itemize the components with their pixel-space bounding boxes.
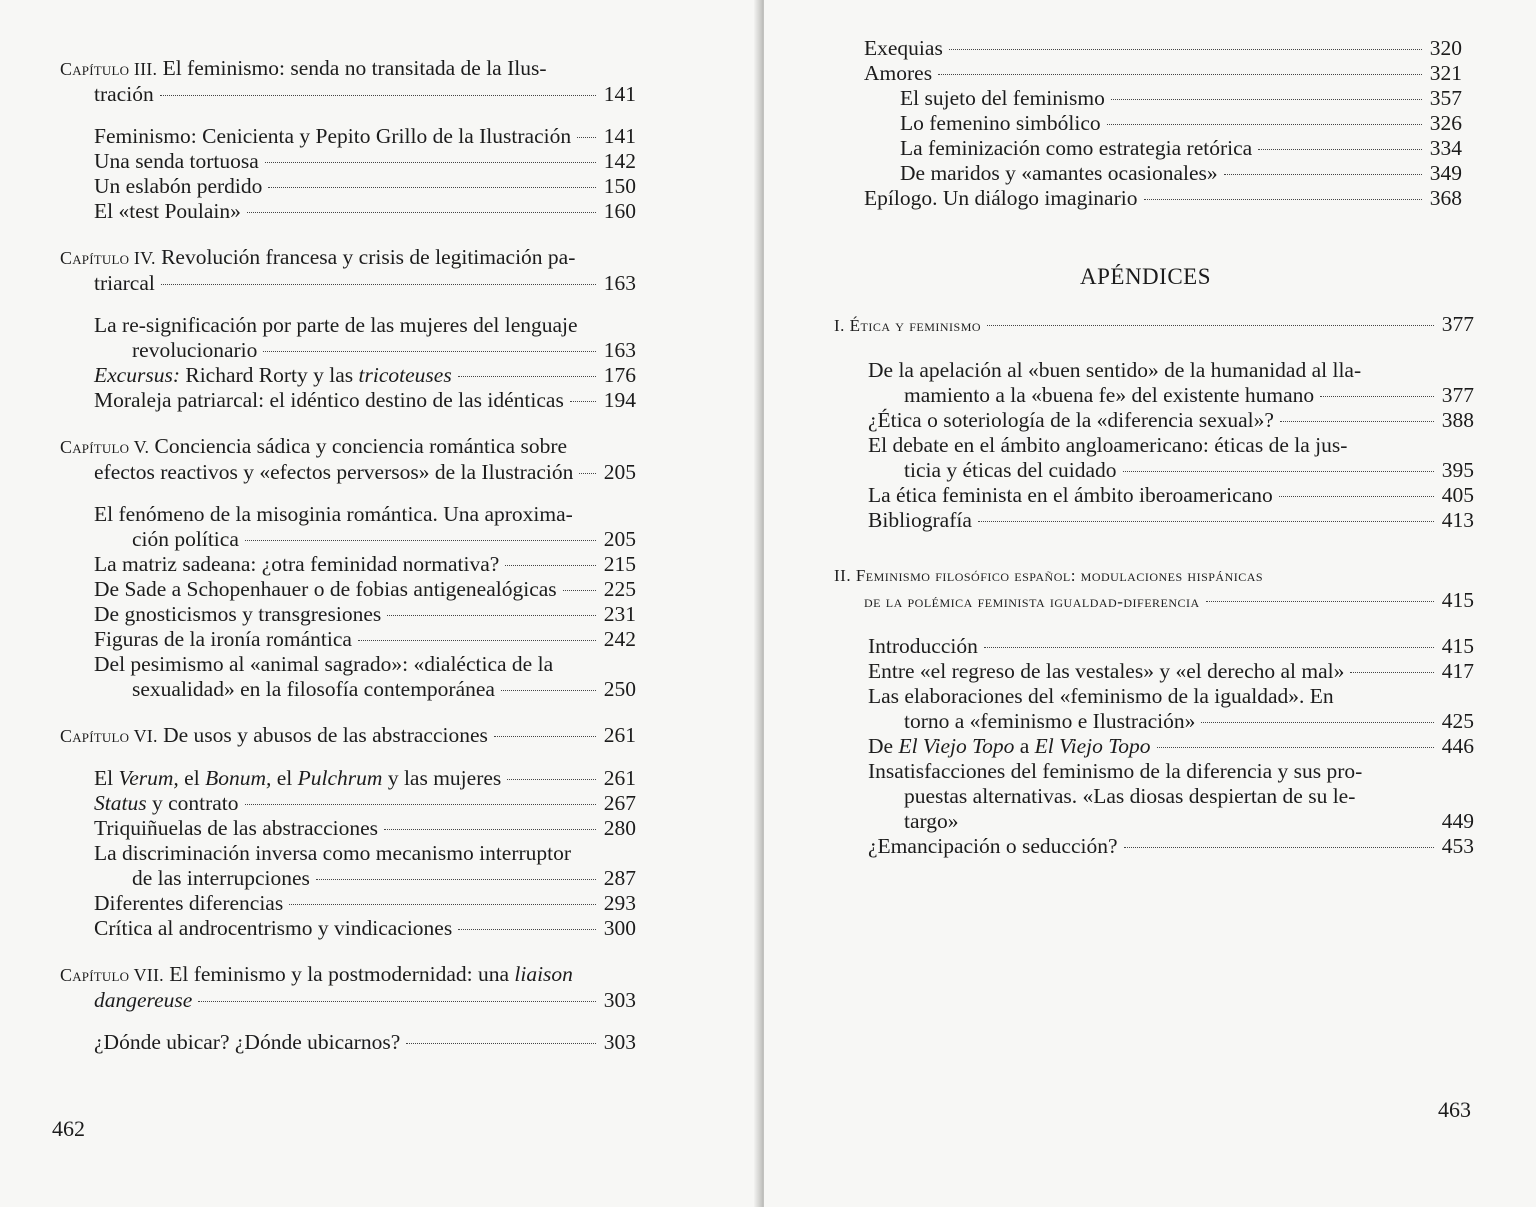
leader-dots (579, 473, 596, 474)
leader-dots (198, 1001, 596, 1002)
toc-entry[interactable]: La re-significación por parte de las mujeres del lenguaje (94, 313, 578, 337)
leader-dots (570, 401, 596, 402)
leader-dots (263, 351, 596, 352)
page-number: 462 (52, 1116, 85, 1141)
leader-dots (406, 1043, 596, 1044)
leader-dots (505, 565, 596, 566)
toc-chapter-7[interactable]: Capítulo VII. El feminismo y la postmodernidad: una liaison (60, 962, 573, 986)
leader-dots (978, 521, 1434, 522)
leader-dots (245, 540, 596, 541)
toc-entry[interactable]: Epílogo. Un diálogo imaginario 368 (864, 186, 1462, 210)
toc-entry-cont: revolucionario 163 (132, 338, 636, 362)
toc-entry[interactable]: Las elaboraciones del «feminismo de la igualdad». En (868, 684, 1334, 708)
toc-entry-cont: sexualidad» en la filosofía contemporánea 250 (132, 677, 636, 701)
toc-entry[interactable]: Entre «el regreso de las vestales» y «el derecho al mal» 417 (868, 659, 1474, 683)
toc-entry[interactable]: ¿Dónde ubicar? ¿Dónde ubicarnos? 303 (94, 1030, 636, 1054)
appendix-2-title[interactable]: II. Feminismo filosófico español: modulaciones hispánicas (834, 566, 1264, 585)
toc-chapter-5-cont: efectos reactivos y «efectos perversos» de la Ilustración 205 (94, 460, 636, 484)
toc-entry[interactable]: Lo femenino simbólico 326 (900, 111, 1462, 135)
leader-dots (1157, 747, 1435, 748)
leader-dots (1350, 672, 1434, 673)
toc-entry[interactable]: ¿Emancipación o seducción? 453 (868, 834, 1474, 858)
toc-entry[interactable]: Feminismo: Cenicienta y Pepito Grillo de la Ilustración 141 (94, 124, 636, 148)
leader-dots (494, 736, 596, 737)
toc-entry-cont: mamiento a la «buena fe» del existente humano 377 (904, 383, 1474, 407)
leader-dots (949, 49, 1422, 50)
toc-entry[interactable]: La feminización como estrategia retórica 334 (900, 136, 1462, 160)
toc-entry[interactable]: Un eslabón perdido 150 (94, 174, 636, 198)
toc-entry[interactable]: De Sade a Schopenhauer o de fobias antigenealógicas 225 (94, 577, 636, 601)
leader-dots (1111, 99, 1422, 100)
toc-entry[interactable]: El fenómeno de la misoginia romántica. Una aproxima- (94, 502, 573, 526)
toc-entry-cont: ción política 205 (132, 527, 636, 551)
toc-entry[interactable]: La ética feminista en el ámbito iberoamericano 405 (868, 483, 1474, 507)
leader-dots (1279, 496, 1434, 497)
toc-entry-cont: torno a «feminismo e Ilustración» 425 (904, 709, 1474, 733)
toc-chapter-4[interactable]: Capítulo IV. Revolución francesa y crisis de legitimación pa- (60, 245, 576, 269)
leader-dots (1258, 149, 1422, 150)
toc-entry[interactable]: ¿Ética o soteriología de la «diferencia sexual»? 388 (868, 408, 1474, 432)
toc-chapter-3[interactable]: Capítulo III. El feminismo: senda no transitada de la Ilus- (60, 56, 547, 80)
leader-dots (1124, 847, 1434, 848)
toc-entry[interactable]: Del pesimismo al «animal sagrado»: «dialéctica de la (94, 652, 554, 676)
leader-dots (984, 647, 1434, 648)
appendices-heading: APÉNDICES (1080, 264, 1212, 289)
appendix-2-title-cont: de la polémica feminista igualdad-diferencia 415 (864, 588, 1474, 612)
appendices-toc (834, 312, 1474, 859)
leader-dots (458, 929, 596, 930)
toc-chapter-7-cont: dangereuse 303 (94, 988, 636, 1012)
toc-entry[interactable]: Figuras de la ironía romántica 242 (94, 627, 636, 651)
toc-entry[interactable]: Bibliografía 413 (868, 508, 1474, 532)
toc-entry-cont: puestas alternativas. «Las diosas despiertan de su le- (904, 784, 1356, 808)
leader-dots (1201, 722, 1434, 723)
leader-dots (938, 74, 1422, 75)
toc-entry-cont: de las interrupciones 287 (132, 866, 636, 890)
leader-dots (161, 284, 596, 285)
toc-chapter-4-cont: triarcal 163 (94, 271, 636, 295)
toc-entry-cont: targo» 449 (904, 809, 1474, 833)
leader-dots (507, 779, 596, 780)
toc-entry[interactable]: Insatisfacciones del feminismo de la diferencia y sus pro- (868, 759, 1363, 783)
toc-entry[interactable]: Triquiñuelas de las abstracciones 280 (94, 816, 636, 840)
toc-entry[interactable]: De El Viejo Topo a El Viejo Topo 446 (868, 734, 1474, 758)
leader-dots (987, 325, 1434, 326)
toc-entry[interactable]: De la apelación al «buen sentido» de la humanidad al lla- (868, 358, 1362, 382)
right-toc (864, 36, 1462, 211)
toc-chapter-6[interactable]: Capítulo VI. De usos y abusos de las abstracciones 261 (60, 723, 636, 747)
toc-entry[interactable]: De maridos y «amantes ocasionales» 349 (900, 161, 1462, 185)
toc-entry[interactable]: La matriz sadeana: ¿otra feminidad normativa? 215 (94, 552, 636, 576)
toc-entry[interactable]: Una senda tortuosa 142 (94, 149, 636, 173)
leader-dots (1206, 601, 1434, 602)
leader-dots (384, 829, 596, 830)
toc-entry[interactable]: El Verum, el Bonum, el Pulchrum y las mujeres 261 (94, 766, 636, 790)
leader-dots (1123, 471, 1434, 472)
toc-entry[interactable]: Moraleja patriarcal: el idéntico destino de las idénticas 194 (94, 388, 636, 412)
leader-dots (1144, 199, 1423, 200)
toc-entry[interactable]: Amores 321 (864, 61, 1462, 85)
toc-chapter-5[interactable]: Capítulo V. Conciencia sádica y conciencia romántica sobre (60, 434, 568, 458)
left-toc (60, 56, 636, 1055)
toc-entry[interactable]: Diferentes diferencias 293 (94, 891, 636, 915)
toc-entry[interactable]: Crítica al androcentrismo y vindicaciones 300 (94, 916, 636, 940)
toc-entry[interactable]: El «test Poulain» 160 (94, 199, 636, 223)
leader-dots (1107, 124, 1422, 125)
leader-dots (245, 804, 596, 805)
leader-dots (289, 904, 596, 905)
leader-dots (387, 615, 596, 616)
page-number: 463 (1438, 1097, 1471, 1122)
toc-entry-cont: ticia y éticas del cuidado 395 (904, 458, 1474, 482)
leader-dots (160, 95, 596, 96)
leader-dots (358, 640, 596, 641)
leader-dots (1320, 396, 1434, 397)
leader-dots (577, 137, 596, 138)
appendix-1-title[interactable]: I. Ética y feminismo 377 (834, 312, 1474, 336)
toc-entry[interactable]: El sujeto del feminismo 357 (900, 86, 1462, 110)
right-page (764, 0, 1536, 1207)
toc-chapter-3-cont: tración 141 (94, 82, 636, 106)
leader-dots (563, 590, 596, 591)
toc-entry[interactable]: Excursus: Richard Rorty y las tricoteuses 176 (94, 363, 636, 387)
leader-dots (316, 879, 596, 880)
leader-dots (268, 187, 596, 188)
toc-entry[interactable]: Exequias 320 (864, 36, 1462, 60)
toc-entry[interactable]: Introducción 415 (868, 634, 1474, 658)
leader-dots (247, 212, 596, 213)
toc-entry[interactable]: Status y contrato 267 (94, 791, 636, 815)
leader-dots (501, 690, 596, 691)
leader-dots (265, 162, 596, 163)
leader-dots (1224, 174, 1422, 175)
toc-entry[interactable]: El debate en el ámbito angloamericano: éticas de la jus- (868, 433, 1348, 457)
toc-entry[interactable]: De gnosticismos y transgresiones 231 (94, 602, 636, 626)
toc-entry[interactable]: La discriminación inversa como mecanismo interruptor (94, 841, 572, 865)
leader-dots (1280, 421, 1434, 422)
leader-dots (458, 376, 596, 377)
left-page (0, 0, 760, 1207)
